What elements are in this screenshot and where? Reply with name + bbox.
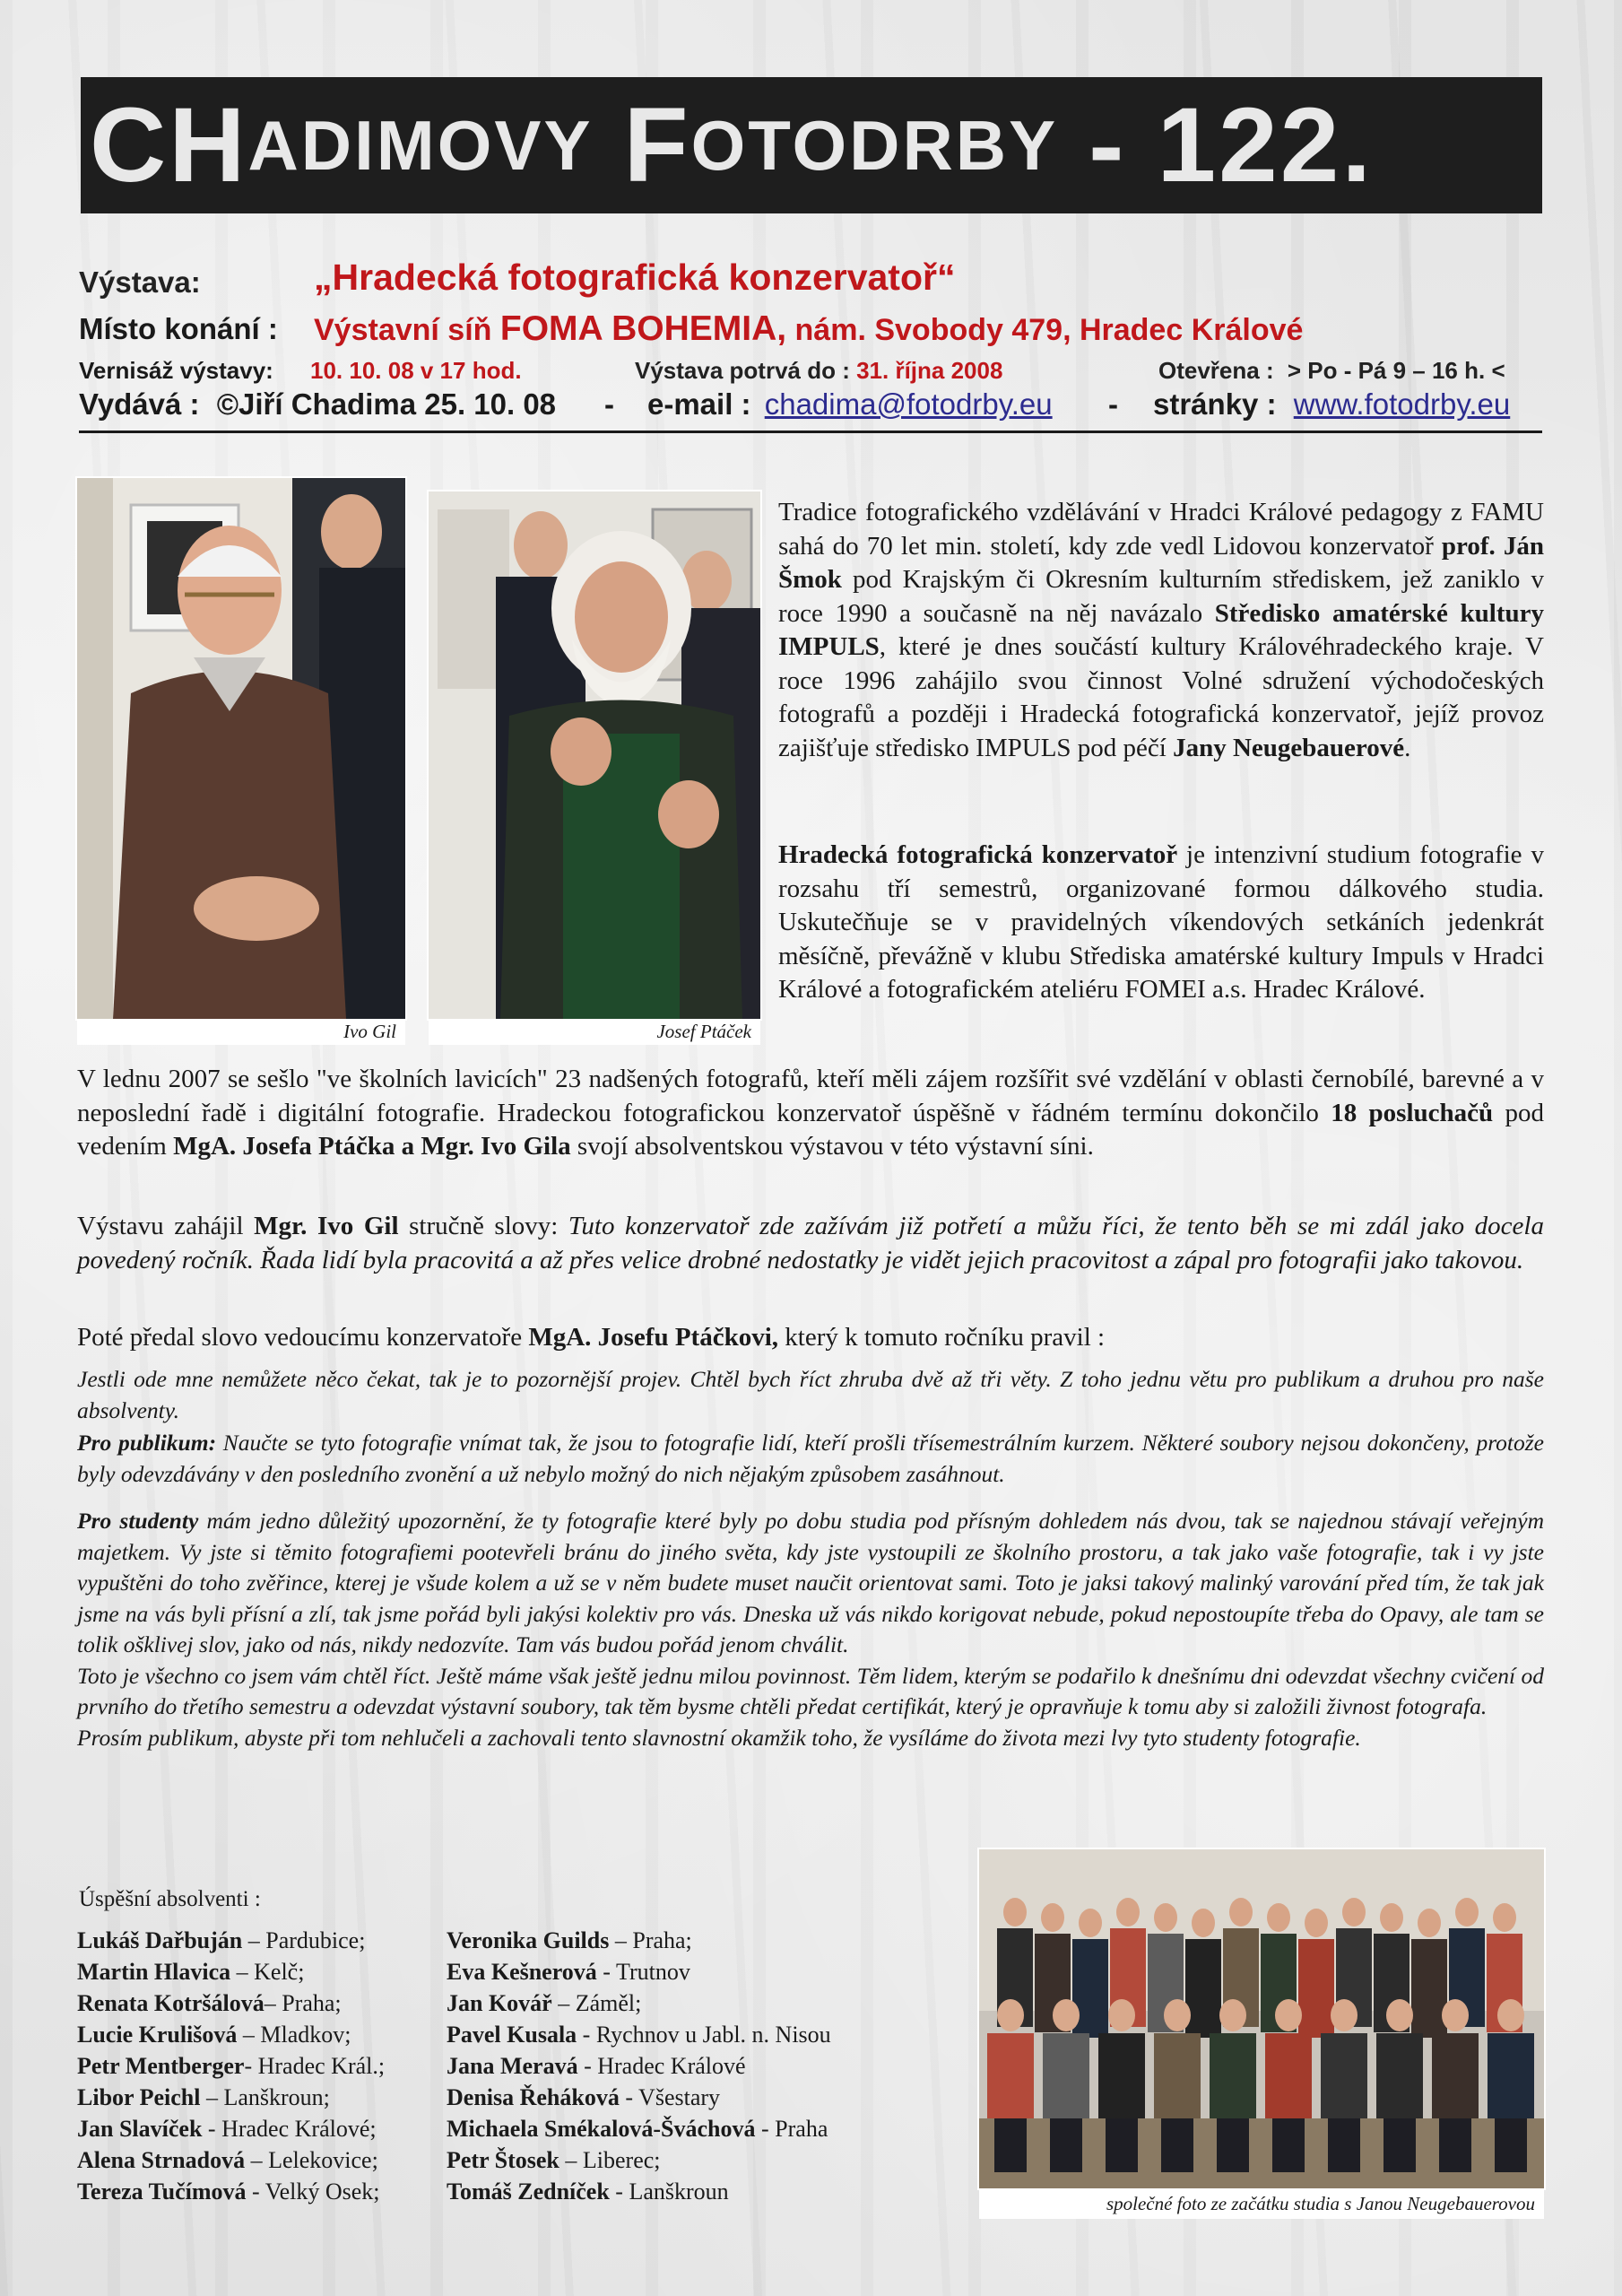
students-closing-text: Prosím publikum, abyste při tom nehlučeli a zachovali tento slavnostní okamžik toho, že vysíláme do života mezi lvy tyto studenty fotografie. bbox=[77, 1724, 1361, 1751]
graduate-name: Pavel Kusala bbox=[447, 2022, 577, 2048]
venue-row bbox=[314, 309, 1303, 349]
graduate-entry bbox=[447, 1925, 831, 1956]
venue-label: Místo konání : bbox=[79, 312, 278, 345]
graduate-place: – Mladkov; bbox=[237, 2022, 351, 2048]
graduate-entry bbox=[447, 2050, 831, 2082]
publisher-row bbox=[79, 387, 556, 422]
graduate-place: - Všestary bbox=[619, 2084, 721, 2110]
conservatory-paragraph bbox=[778, 839, 1544, 1007]
students-text: mám jedno důležitý upozornění, že ty fotografie které byly po dobu studia pod přísným dohledem nás dvou, tak se najednou stávají veřejným majetkem. Vy jste si těmito fotografiemi pootevřeli bránu do jiného světa, kdy jste vystoupili ze školního prostoru, a tak jako vaše fotografie, tak i vy jste vypuštěni do toho zvěřince, kterej je všude kolem a už se v něm budete muset naučit orientovat sami. Toto je jaksi takový malinký varování před tím, že tak jak jsme na vás byli přísní a zlí, tak jsme pořád byli jakýsi kolektiv pro vás. Dneska už vás nikdo korigovat nebude, pokud nepostoupíte třeba do Opavy, ale tam se tolik ošklivej slov, jako od nás, nikdy nedozvíte. Tam vás budou pořád jenom chválit. bbox=[77, 1508, 1544, 1657]
title-letter-f: F bbox=[623, 86, 691, 204]
photo-ivo-gil-image bbox=[77, 478, 405, 1019]
ptacek-quote-intro: Jestli ode mne nemůžete něco čekat, tak je to pozornější projev. Chtěl bych říct zhruba dvě až tři věty. Z toho jednu větu pro publikum a druhou pro naše absolventy. bbox=[77, 1366, 1544, 1423]
graduate-name: Tereza Tučímová bbox=[77, 2179, 247, 2205]
graduate-entry bbox=[447, 2176, 831, 2207]
photo-josef-ptacek bbox=[429, 491, 760, 1019]
graduate-name: Lucie Krulišová bbox=[77, 2022, 238, 2048]
graduate-place: - Hradec Králové; bbox=[202, 2116, 377, 2142]
public-text: Naučte se tyto fotografie vnímat tak, že jsou to fotografie lidí, kteří prošli třísemestrálním kurzem. Některé soubory nejsou dokončeny, protože byly odevzdávány v den posledního zvonění a už nebylo možný do nich nějakým způsobem zasáhnout. bbox=[77, 1430, 1544, 1487]
hours-label: Otevřena : bbox=[1158, 357, 1274, 384]
intro-bold-smok: prof. Ján Šmok bbox=[778, 531, 1544, 594]
graduate-place: – Praha; bbox=[609, 1927, 692, 1953]
intro-text-e: , které je dnes součástí kultury Královéhradeckého kraje. V roce 1996 zahájilo svou činnost Volné sdružení východočeských fotografů a později i Hradecká fotografická konzervatoř, jejíž provoz zajišťuje středisko IMPULS pod péčí bbox=[778, 632, 1544, 762]
graduate-place: - Rychnov u Jabl. n. Nisou bbox=[577, 2022, 831, 2048]
exhibition-label: Výstava: bbox=[79, 265, 201, 299]
graduate-entry bbox=[447, 2113, 831, 2144]
title-number: 122. bbox=[1157, 86, 1375, 204]
title-word2-rest: OTODRBY bbox=[690, 105, 1059, 185]
graduate-entry bbox=[77, 1925, 385, 1956]
email-label: e-mail : bbox=[647, 387, 751, 421]
graduate-place: - Praha bbox=[755, 2116, 828, 2142]
title-word1-rest: ADIMOVY bbox=[247, 105, 594, 185]
graduate-entry bbox=[77, 2019, 385, 2050]
graduate-name: Jana Meravá bbox=[447, 2053, 578, 2079]
january-bold-count: 18 posluchačů bbox=[1331, 1098, 1494, 1127]
intro-bold-impuls: Středisko amatérské kultury IMPULS bbox=[778, 598, 1544, 661]
graduate-place: – Lelekovice; bbox=[245, 2147, 378, 2173]
graduate-entry bbox=[77, 1956, 385, 1987]
intro-paragraph bbox=[778, 496, 1544, 765]
duration-label: Výstava potrvá do : bbox=[635, 357, 850, 384]
dash-2: - bbox=[1108, 387, 1118, 421]
graduate-place: - Trutnov bbox=[596, 1959, 690, 1985]
graduate-entry bbox=[447, 2019, 831, 2050]
graduate-place: - Hradec Král.; bbox=[244, 2053, 386, 2079]
january-text-e: svojí absolventskou výstavou v této výstavní síni. bbox=[570, 1132, 1094, 1161]
web-label: stránky : bbox=[1153, 387, 1277, 421]
photo-josef-ptacek-image bbox=[429, 491, 760, 1019]
graduate-place: – Kelč; bbox=[230, 1959, 305, 1985]
graduate-entry bbox=[447, 1956, 831, 1987]
graduate-name: Jan Kovář bbox=[447, 1990, 552, 2016]
graduate-place: - Lanškroun bbox=[609, 2179, 729, 2205]
publisher-label: Vydává : bbox=[79, 387, 200, 421]
caption-ivo-gil: Ivo Gil bbox=[77, 1019, 405, 1045]
graduate-entry bbox=[77, 2176, 385, 2207]
graduates-heading: Úspěšní absolventi : bbox=[79, 1887, 261, 1911]
graduate-entry bbox=[77, 2113, 385, 2144]
intro-text-g: . bbox=[1404, 733, 1411, 762]
handover-bold-ptacek: MgA. Josefu Ptáčkovi, bbox=[528, 1323, 779, 1352]
opening-quote: Tuto konzervatoř zde zažívám již potřetí a můžu říci, že tento běh se mi zdál jako docela povedený ročník. Řada lidí byla pracovitá a až přes velice drobné nedostatky je vidět jejich pracovitost a zápal pro fotografii jako takovou. bbox=[77, 1212, 1544, 1274]
graduate-name: Martin Hlavica bbox=[77, 1959, 231, 1985]
opening-text-a: Výstavu zahájil bbox=[77, 1212, 255, 1240]
hours-row bbox=[1158, 357, 1505, 385]
opening-text-c: stručně slovy: bbox=[398, 1212, 568, 1240]
header-divider bbox=[79, 430, 1542, 433]
graduate-entry bbox=[77, 2082, 385, 2113]
hours-value: > Po - Pá 9 – 16 h. < bbox=[1287, 357, 1505, 384]
graduate-entry bbox=[447, 2082, 831, 2113]
web-row bbox=[1153, 387, 1510, 422]
graduate-entry bbox=[447, 1987, 831, 2019]
graduate-entry bbox=[77, 2144, 385, 2176]
title-separator: - bbox=[1089, 86, 1127, 204]
graduate-place: – Lanškroun; bbox=[200, 2084, 330, 2110]
ptacek-quote-students bbox=[77, 1506, 1544, 1753]
january-paragraph bbox=[77, 1063, 1544, 1164]
duration-value: 31. října 2008 bbox=[856, 357, 1003, 384]
title-banner bbox=[81, 77, 1542, 213]
graduate-name: Renata Kotršálová bbox=[77, 1990, 265, 2016]
graduate-name: Tomáš Zedníček bbox=[447, 2179, 610, 2205]
handover-paragraph bbox=[77, 1321, 1544, 1355]
graduate-place: – Praha; bbox=[264, 1990, 342, 2016]
opening-label: Vernisáž výstavy: bbox=[79, 357, 273, 384]
duration-row bbox=[635, 357, 1002, 385]
graduate-name: Petr Mentberger bbox=[77, 2053, 245, 2079]
opening-value: 10. 10. 08 v 17 hod. bbox=[310, 357, 522, 384]
graduate-name: Michaela Smékalová-Šváchová bbox=[447, 2116, 756, 2142]
venue-value-3: nám. Svobody 479, Hradec Králové bbox=[794, 313, 1304, 347]
graduates-column-1 bbox=[77, 1925, 385, 2207]
intro-bold-neugebauer: Jany Neugebauerové bbox=[1173, 733, 1405, 762]
january-text-c: pod vedením bbox=[77, 1098, 1544, 1161]
graduate-entry bbox=[77, 2050, 385, 2082]
title-letter-h: H bbox=[169, 86, 248, 204]
opening-speech-paragraph bbox=[77, 1210, 1544, 1277]
graduate-name: Libor Peichl bbox=[77, 2084, 201, 2110]
graduate-place: – Liberec; bbox=[559, 2147, 661, 2173]
graduate-place: - Velký Osek; bbox=[246, 2179, 380, 2205]
dash-1: - bbox=[604, 387, 614, 421]
intro-text-c: pod Krajským či Okresním kulturním střediskem, jež zaniklo v roce 1990 a současně na něj navázalo bbox=[778, 565, 1544, 628]
public-bold-label: Pro publikum: bbox=[77, 1430, 217, 1456]
january-bold-teachers: MgA. Josefa Ptáčka a Mgr. Ivo Gila bbox=[173, 1132, 571, 1161]
graduate-name: Jan Slavíček bbox=[77, 2116, 203, 2142]
students-bold-label: Pro studenty bbox=[77, 1508, 199, 1534]
venue-value-2: FOMA BOHEMIA, bbox=[499, 309, 787, 348]
students-certificate-text: Toto je všechno co jsem vám chtěl říct. Ještě máme však ještě jednu milou povinnost. Těm lidem, kterým se podařilo k dnešnímu dni odevzdat všechny cvičení od prvního do třetího semestru a odevzdat výstavní soubory, tak těm bysme chtěli předat certifikát, který je opravňuje k tomu aby si založili živnost fotografa. bbox=[77, 1662, 1544, 1719]
exhibition-row bbox=[79, 265, 201, 300]
intro-text-a: Tradice fotografického vzdělávání v Hradci Králové pedagogy z FAMU sahá do 70 let min. století, kdy zde vedl Lidovou konzervatoř bbox=[778, 498, 1544, 561]
caption-josef-ptacek: Josef Ptáček bbox=[429, 1019, 760, 1045]
conservatory-bold-title: Hradecká fotografická konzervatoř bbox=[778, 840, 1178, 869]
graduate-place: – Záměl; bbox=[551, 1990, 642, 2016]
exhibition-value: „Hradecká fotografická konzervatoř“ bbox=[314, 257, 956, 298]
graduate-entry bbox=[77, 1987, 385, 2019]
graduate-place: - Hradec Králové bbox=[577, 2053, 746, 2079]
opening-bold-gil: Mgr. Ivo Gil bbox=[254, 1212, 399, 1240]
handover-text-c: který k tomuto ročníku pravil : bbox=[778, 1323, 1106, 1352]
publisher-value: ©Jiří Chadima 25. 10. 08 bbox=[216, 387, 557, 421]
email-link[interactable]: chadima@fotodrby.eu bbox=[764, 387, 1053, 421]
graduate-name: Petr Štosek bbox=[447, 2147, 559, 2173]
graduate-name: Alena Strnadová bbox=[77, 2147, 246, 2173]
graduates-column-2 bbox=[447, 1925, 831, 2207]
graduate-name: Lukáš Dařbuján bbox=[77, 1927, 243, 1953]
graduate-entry bbox=[447, 2144, 831, 2176]
group-photo-image bbox=[979, 1849, 1544, 2188]
conservatory-text: je intenzivní studium fotografie v rozsahu tří semestrů, organizované formou dálkového studia. Uskutečňuje se v pravidelných víkendových setkáních jedenkrát měsíčně, převážně v klubu Střediska amatérské kultury Impuls v Hradci Králové a fotografickém ateliéru FOMEI a.s. Hradec Králové. bbox=[778, 840, 1544, 1004]
group-photo-caption: společné foto ze začátku studia s Janou Neugebauerovou bbox=[979, 2188, 1544, 2219]
title-letter-c: C bbox=[90, 86, 169, 204]
january-text-a: V lednu 2007 se sešlo "ve školních lavicích" 23 nadšených fotografů, kteří měli zájem rozšířit své vzdělání v oblasti černobílé, barevné a v neposlední řadě i digitální fotografie. Hradeckou fotografickou konzervatoř úspěšně v řádném termínu dokončilo bbox=[77, 1065, 1544, 1127]
photo-ivo-gil bbox=[77, 478, 405, 1019]
group-photo bbox=[979, 1849, 1544, 2188]
handover-text-a: Poté předal slovo vedoucímu konzervatoře bbox=[77, 1323, 529, 1352]
venue-value-1: Výstavní síň bbox=[314, 313, 492, 347]
graduate-name: Veronika Guilds bbox=[447, 1927, 610, 1953]
email-row bbox=[647, 387, 1053, 422]
web-link[interactable]: www.fotodrby.eu bbox=[1293, 387, 1511, 421]
graduate-place: – Pardubice; bbox=[242, 1927, 366, 1953]
graduate-name: Denisa Řeháková bbox=[447, 2084, 620, 2110]
ptacek-quote-public bbox=[77, 1428, 1544, 1490]
graduate-name: Eva Kešnerová bbox=[447, 1959, 597, 1985]
